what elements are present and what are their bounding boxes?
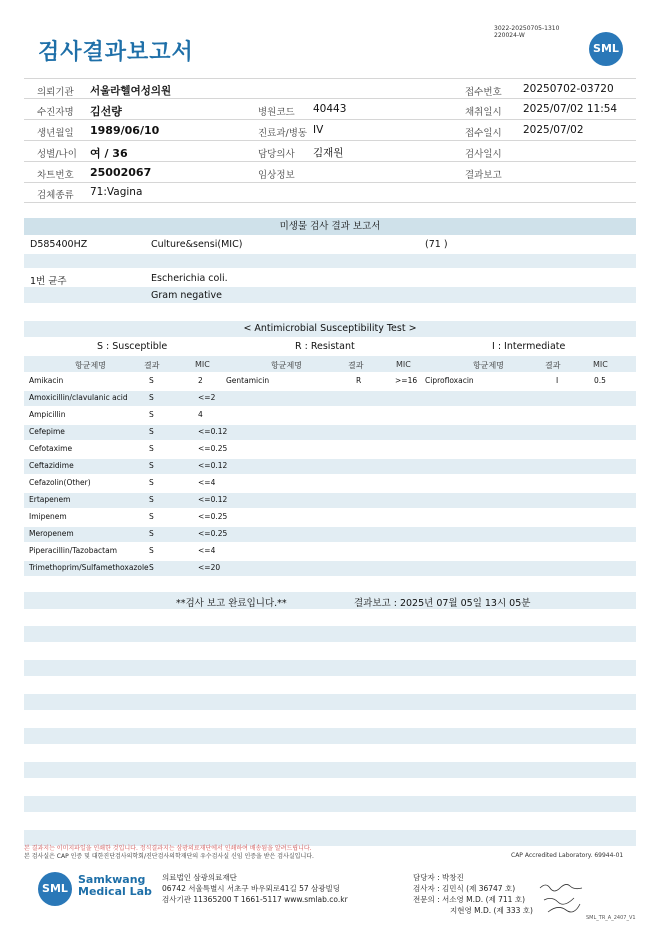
micro-section-title: 미생물 검사 결과 보고서 [279, 221, 381, 232]
ast-drug-cell: Amoxicillin/clavulanic acid [29, 393, 128, 402]
ast-result-cell: S [149, 563, 154, 572]
sex-age-value: 여 / 36 [90, 147, 128, 160]
drug-header: 항균제명 [473, 361, 504, 370]
organism-name: Escherichia coli. [151, 273, 228, 284]
ast-mic-cell: <=0.12 [198, 495, 228, 504]
receipt-no-value: 20250702-03720 [523, 83, 614, 95]
organism-label: 1번 균주 [30, 276, 67, 287]
empty-band [24, 728, 636, 744]
ast-mic-cell: <=4 [198, 478, 216, 487]
ast-title: < Antimicrobial Susceptibility Test > [243, 323, 417, 334]
report-time: 결과보고 : 2025년 07월 05일 13시 05분 [354, 598, 531, 609]
ast-title-band [24, 321, 636, 337]
test-name: Culture&sensi(MIC) [151, 239, 243, 250]
specialist-label: 전문의 : [413, 895, 440, 904]
ast-result-cell: S [149, 393, 154, 402]
empty-band [24, 796, 636, 812]
ast-result-cell: S [149, 376, 154, 385]
specialist-2: 지현영 M.D. (제 333 호) [450, 906, 533, 915]
ast-drug-cell: Gentamicin [226, 376, 270, 385]
ast-result-cell: S [149, 546, 154, 555]
ast-drug-cell: Ampicillin [29, 410, 66, 419]
ast-result-cell: R [356, 376, 362, 385]
ast-mic-cell: <=0.12 [198, 427, 228, 436]
row-band [24, 493, 636, 508]
ast-drug-cell: Imipenem [29, 512, 67, 521]
document-number [494, 25, 559, 39]
result-header: 결과 [144, 361, 160, 370]
divider [24, 78, 636, 79]
ast-result-cell: S [149, 529, 154, 538]
completion-band [24, 592, 636, 609]
divider [24, 98, 636, 99]
ast-drug-cell: Trimethoprim/Sulfamethoxazole [29, 563, 149, 572]
row-band [24, 425, 636, 440]
ast-result-cell: I [556, 376, 559, 385]
brand-line1: Samkwang [78, 873, 146, 886]
ast-mic-cell: <=4 [198, 546, 216, 555]
row-band [24, 459, 636, 474]
ast-mic-cell: <=20 [198, 563, 221, 572]
sml-logo: SML [589, 32, 623, 66]
lab-address: 06742 서울특별시 서초구 바우뫼로41길 57 삼광빌딩 [162, 884, 341, 893]
empty-band [24, 762, 636, 778]
collect-label: 채취일시 [465, 107, 502, 118]
specimen-value: 71:Vagina [90, 186, 143, 198]
empty-band [24, 694, 636, 710]
receipt-date-value: 2025/07/02 [523, 124, 584, 136]
ast-mic-cell: <=2 [198, 393, 216, 402]
brand-name [78, 874, 152, 898]
mic-header: MIC [396, 360, 411, 369]
dept-label: 진료과/병동 [258, 128, 308, 139]
dob-value: 1989/06/10 [90, 124, 160, 137]
dept-value: IV [313, 124, 324, 136]
cap-code: CAP Accredited Laboratory. 69944-01 [511, 852, 624, 859]
gram-stain: Gram negative [151, 290, 222, 301]
clinical-label: 임상정보 [258, 170, 295, 181]
divider [24, 119, 636, 120]
drug-header: 항균제명 [271, 361, 302, 370]
staff-label: 담당자 : [413, 873, 440, 882]
ast-result-cell: S [149, 495, 154, 504]
doctor-value: 김재원 [313, 147, 344, 159]
ast-result-cell: S [149, 410, 154, 419]
ast-drug-cell: Ertapenem [29, 495, 71, 504]
ast-result-cell: S [149, 461, 154, 470]
receipt-date-label: 접수일시 [465, 128, 502, 139]
ast-mic-cell: 2 [198, 376, 203, 385]
ast-drug-cell: Cefazolin(Other) [29, 478, 91, 487]
lab-contact: 검사기관 11365200 T 1661-5117 www.smlab.co.kr [162, 895, 348, 904]
legend-resistant: R : Resistant [295, 341, 355, 352]
result-header: 결과 [348, 361, 364, 370]
sex-age-label: 성별/나이 [37, 149, 77, 160]
test-date-label: 검사일시 [465, 149, 502, 160]
signatory-block [413, 872, 533, 916]
divider [24, 140, 636, 141]
ast-drug-cell: Cefotaxime [29, 444, 73, 453]
ast-drug-cell: Ceftazidime [29, 461, 74, 470]
specialist-1: 서소영 M.D. (제 711 호) [442, 895, 525, 904]
receipt-no-label: 접수번호 [465, 87, 502, 98]
footer-sml-logo: SML [38, 872, 72, 906]
page-title: 검사결과보고서 [38, 40, 194, 65]
ast-mic-cell: <=0.25 [198, 529, 228, 538]
ast-result-cell: S [149, 512, 154, 521]
chart-value: 25002067 [90, 166, 152, 179]
staff-name: 박창진 [442, 873, 464, 882]
result-header: 결과 [545, 361, 561, 370]
ast-mic-cell: 4 [198, 410, 203, 419]
hospital-code-value: 40443 [313, 103, 347, 115]
cap-note: 본 검사실은 CAP 인증 및 대한진단검사의학회/진단검사의학재단의 우수검사실 신임 인증을 받은 검사실입니다. [24, 853, 314, 860]
completion-message: **검사 보고 완료입니다.** [176, 598, 287, 609]
ast-mic-cell: >=16 [395, 376, 418, 385]
ast-result-cell: S [149, 478, 154, 487]
hospital-code-label: 병원코드 [258, 107, 295, 118]
legend-intermediate: I : Intermediate [492, 341, 566, 352]
divider [24, 182, 636, 183]
ast-mic-cell: <=0.12 [198, 461, 228, 470]
image-copy-note: 본 결과지는 이미지파일을 인쇄한 것입니다. 정식결과지는 삼광의료재단에서 인쇄하여 배송됨을 알려드립니다. [24, 845, 312, 852]
ast-drug-cell: Meropenem [29, 529, 74, 538]
tester-name: 김민식 (제 36747 호) [442, 884, 516, 893]
doctor-label: 담당의사 [258, 149, 295, 160]
row-band [24, 287, 636, 303]
ast-drug-cell: Amikacin [29, 376, 64, 385]
ast-drug-cell: Cefepime [29, 427, 65, 436]
ast-result-cell: S [149, 427, 154, 436]
micro-section-header [24, 218, 636, 235]
institution-label: 의뢰기관 [37, 87, 74, 98]
signature-image [538, 880, 588, 920]
document-number-line1: 3022-20250705-1310 [494, 25, 560, 32]
brand-line2: Medical Lab [78, 885, 152, 898]
test-code: D585400HZ [30, 239, 88, 250]
empty-band [24, 660, 636, 676]
institution-value: 서울라헬여성의원 [90, 85, 172, 97]
tester-label: 검사자 : [413, 884, 440, 893]
name-value: 김선량 [90, 105, 122, 118]
collect-value: 2025/07/02 11:54 [523, 103, 618, 115]
lab-address-block [162, 872, 348, 905]
form-code: SML_TR_A_2407_V1 [586, 915, 636, 921]
mic-header: MIC [195, 360, 210, 369]
specimen-label: 검체종류 [37, 190, 74, 201]
mic-header: MIC [593, 360, 608, 369]
ast-result-cell: S [149, 444, 154, 453]
test-number: (71 ) [425, 239, 448, 250]
ast-mic-cell: <=0.25 [198, 444, 228, 453]
row-band [24, 527, 636, 542]
report-label: 결과보고 [465, 170, 502, 181]
row-band [24, 254, 636, 268]
dob-label: 생년월일 [37, 128, 74, 139]
chart-label: 차트번호 [37, 170, 74, 181]
foundation-name: 의료법인 삼광의료재단 [162, 873, 237, 882]
name-label: 수진자명 [37, 107, 74, 118]
divider [24, 161, 636, 162]
ast-mic-cell: 0.5 [594, 376, 606, 385]
legend-susceptible: S : Susceptible [97, 341, 168, 352]
ast-drug-cell: Piperacillin/Tazobactam [29, 546, 118, 555]
document-number-line2: 220024-W [494, 32, 525, 39]
divider [24, 202, 636, 203]
ast-drug-cell: Ciprofloxacin [425, 376, 474, 385]
drug-header: 항균제명 [75, 361, 106, 370]
empty-band [24, 626, 636, 642]
ast-mic-cell: <=0.25 [198, 512, 228, 521]
